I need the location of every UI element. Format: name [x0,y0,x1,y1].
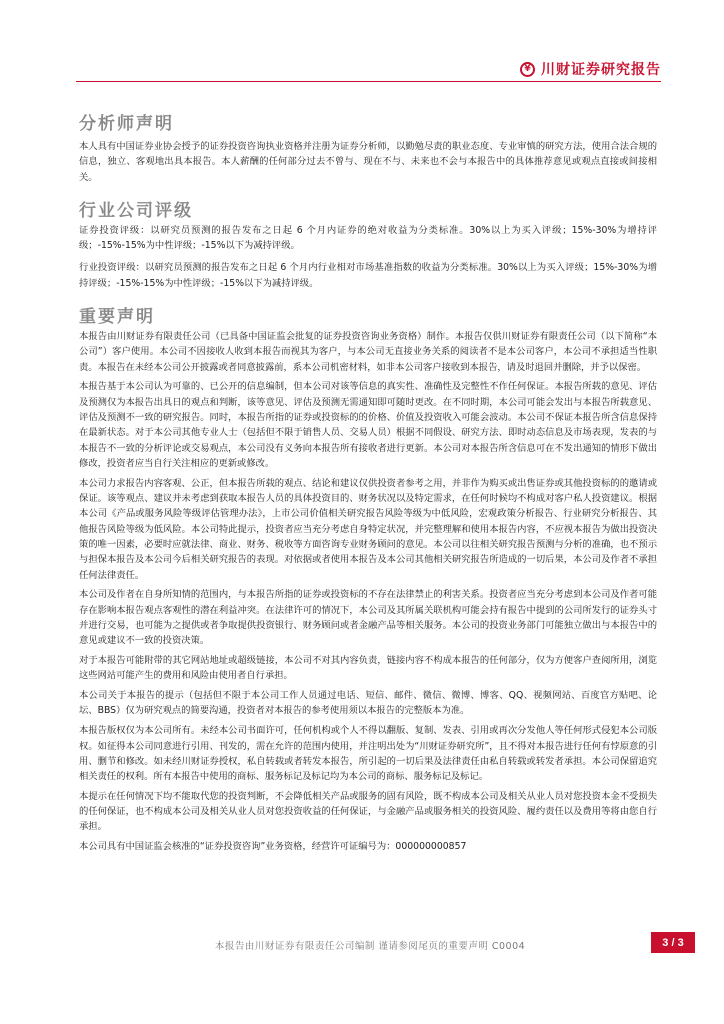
analyst-statement-section [79,112,657,185]
paragraph: 本提示在任何情况下均不能取代您的投资判断，不会降低相关产品或服务的固有风险，既不构成本公司及相关从业人员对您投资本金不受损失的任何保证，也不构成本公司及相关从业人员对您投资收益的任何保证，与金融产品或服务相关的投资风险、履约责任以及费用等将由您自行承担。 [79,790,657,833]
paragraph: 本报告基于本公司认为可靠的、已公开的信息编制，但本公司对该等信息的真实性、准确性及完整性不作任何保证。本报告所载的意见、评估及预测仅为本报告出具日的观点和判断，该等意见、评估及预测无需通知即可随时更改。在不同时期，本公司可能会发出与本报告所载意见、评估及预测不一致的研究报告。同时，本报告所指的证券或投资标的的价格、价值及投资收入可能会波动。本公司不保证本报告所含信息保持在最新状态。对于本公司其他专业人士（包括但不限于销售人员、交易人员）根据不同假设、研究方法、即时动态信息及市场表现，发表的与本报告不一致的分析评论或交易观点，本公司没有义务向本报告所有接收者进行更新。本公司对本报告所含信息可在不发出通知的情形下做出修改，投资者应当自行关注相应的更新或修改。 [79,381,657,469]
rating-section [79,199,657,291]
section-title-analyst: 分析师声明 [79,114,174,134]
paragraph: 本人具有中国证券业协会授予的证券投资咨询执业资格并注册为证券分析师，以勤勉尽责的职业态度、专业审慎的研究方法，使用合法合规的信息，独立、客观地出具本报告。本人薪酬的任何部分过去不曾与、现在不与、未来也不会与本报告中的具体推荐意见或观点直接或间接相关。 [79,141,657,183]
header-divider [76,81,661,82]
section-title-rating: 行业公司评级 [79,200,193,221]
paragraph: 本公司关于本报告的提示（包括但不限于本公司工作人员通过电话、短信、邮件、微信、微博、博客、QQ、视频网站、百度官方贴吧、论坛、BBS）仅为研究观点的简要沟通，投资者对本报告的参考使用须以本报告的完整版本为准。 [79,690,657,717]
page-header [76,58,661,80]
paragraph: 本公司力求报告内容客观、公正，但本报告所载的观点、结论和建议仅供投资者参考之用，并非作为购买或出售证券或其他投资标的的邀请或保证。该等观点、建议并未考虑到获取本报告人员的具体投资目的、财务状况以及特定需求，在任何时候均不构成对客户私人投资建议。根据本公司《产品或服务风险等级评估管理办法》，上市公司价值相关研究报告风险等级为中低风险，宏观政策分析报告、行业研究分析报告、其他报告风险等级为低风险。本公司特此提示，投资者应当充分考虑自身特定状况，并完整理解和使用本报告内容，不应视本报告为做出投资决策的唯一因素，必要时应就法律、商业、财务、税收等方面咨询专业财务顾问的意见。本公司以往相关研究报告预测与分析的准确，也不预示与担保本报告及本公司今后相关研究报告的表现。对依据或者使用本报告及本公司其他相关研究报告所造成的一切后果，本公司及作者不承担任何法律责任。 [79,477,657,581]
paragraph: 行业投资评级：以研究员预测的报告发布之日起 6 个月内行业相对市场基准指数的收益为分类标准。30%以上为买入评级；15%-30%为增持评级；-15%-15%为中性评级；-15%以下为减持评级。 [79,262,657,289]
paragraph: 本报告版权仅为本公司所有。未经本公司书面许可，任何机构或个人不得以翻版、复制、发表、引用或再次分发他人等任何形式侵犯本公司版权。如征得本公司同意进行引用、刊发的，需在允许的范围内使用，并注明出处为“川财证券研究所”，且不得对本报告进行任何有悖原意的引用、删节和修改。如未经川财证券授权，私自转载或者转发本报告，所引起的一切后果及法律责任由私自转载或转发者承担。本公司保留追究相关责任的权利。所有本报告中使用的商标、服务标记及标记均为本公司的商标、服务标记及标记。 [79,725,657,783]
company-logo-icon: ¥ [520,62,535,77]
section-title-disclaimer: 重要声明 [79,307,155,328]
document-body [79,112,657,855]
disclaimer-section [79,305,657,855]
paragraph: 本报告由川财证券有限责任公司（已具备中国证监会批复的证券投资咨询业务资格）制作。本报告仅供川财证券有限责任公司（以下简称“本公司”）客户使用。本公司不因接收人收到本报告而视其为客户，与本公司无直接业务关系的阅读者不是本公司客户，本公司不承担适当性职责。本报告在未经本公司公开披露或者同意披露前，系本公司机密材料，如非本公司客户接收到本报告，请及时退回并删除，并予以保密。 [79,331,657,373]
brand [520,58,661,80]
paragraph: 本公司及作者在自身所知情的范围内，与本报告所指的证券或投资标的不存在法律禁止的利害关系。投资者应当充分考虑到本公司及作者可能存在影响本报告观点客观性的潜在利益冲突。在法律许可的情况下，本公司及其所属关联机构可能会持有报告中提到的公司所发行的证券头寸并进行交易，也可能为之提供或者争取提供投资银行、财务顾问或者金融产品等相关服务。本公司的投资业务部门可能独立做出与本报告中的意见或建议不一致的投资决策。 [79,589,657,647]
paragraph: 证券投资评级：以研究员预测的报告发布之日起 6 个月内证券的绝对收益为分类标准。30%以上为买入评级；15%-30%为增持评级；-15%-15%为中性评级；-15%以下为减持评级。 [79,224,657,252]
brand-name: 川财证券研究报告 [541,62,661,78]
footer-note: 本报告由川财证券有限责任公司编制 谨请参阅尾页的重要声明 C0004 [214,941,526,952]
paragraph: 本公司具有中国证监会核准的“证券投资咨询”业务资格，经营许可证编号为：000000000857 [79,841,467,853]
paragraph: 对于本报告可能附带的其它网站地址或超级链接，本公司不对其内容负责，链接内容不构成本报告的任何部分，仅为方便客户查阅所用，浏览这些网站可能产生的费用和风险由使用者自行承担。 [79,655,657,682]
page-number-badge: 3 / 3 [651,932,695,953]
